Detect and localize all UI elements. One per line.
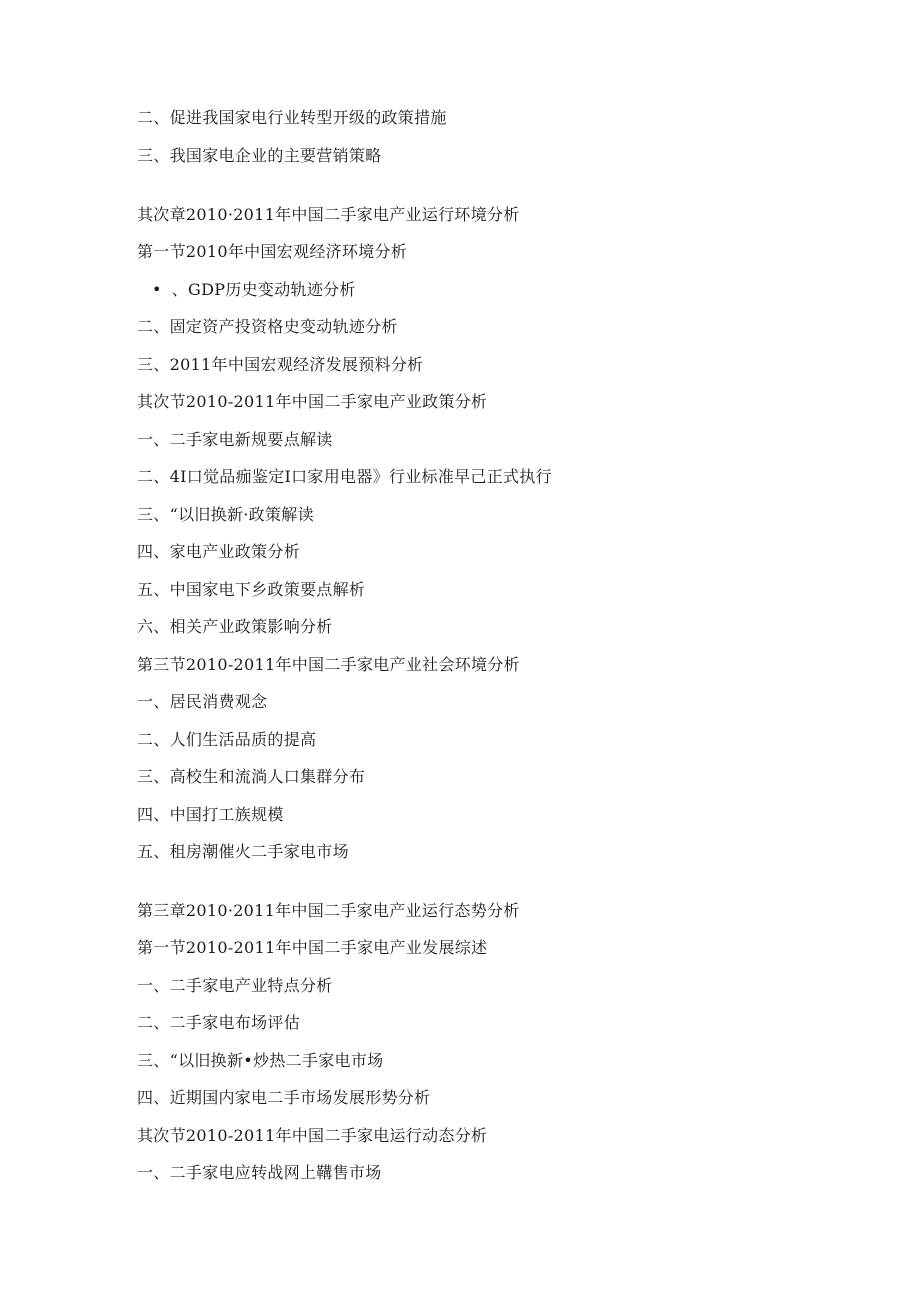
toc-line: 二、固定资产投资格史变动轨迹分析 [137,317,398,336]
toc-line: 一、二手家电产业特点分析 [137,976,333,995]
section-heading: 第三节2010-2011年中国二手家电产业社会环境分析 [137,655,520,674]
toc-line: 四、中国打工族规模 [137,805,284,824]
section-heading: 其次节2010-2011年中国二手家电产业政策分析 [137,392,488,411]
section-heading: 第一节2010-2011年中国二手家电产业发展综述 [137,938,488,957]
toc-line: 一、二手家电应转战网上鞲售市场 [137,1163,382,1182]
section-heading: 第一节2010年中国宏观经济环境分析 [137,242,408,261]
toc-line: 二、促进我国家电行业转型开级的政策措施 [137,108,447,127]
toc-line-text: 、GDP历史变动轨迹分析 [171,280,356,299]
toc-line: 二、二手家电布场评估 [137,1013,301,1032]
toc-line: 三、2011年中国宏观经济发展预料分析 [137,355,424,374]
toc-line: 一、居民消费观念 [137,692,268,711]
toc-line: 三、我国家电企业的主要营销策略 [137,146,382,165]
chapter-heading: 其次章2010·2011年中国二手家电产业运行环境分析 [137,205,520,224]
toc-line: 三、“以旧换新•炒热二手家电市场 [137,1051,384,1070]
toc-line: 三、高校生和流淌人口集群分布 [137,767,366,786]
bullet-icon: • [152,280,162,299]
toc-line: 三、“以旧换新·政策解读 [137,505,314,524]
toc-bullet-line [152,280,356,300]
toc-line: 二、人们生活品质的提高 [137,730,317,749]
toc-line: 四、家电产业政策分析 [137,542,301,561]
toc-line: 一、二手家电新规要点解读 [137,430,333,449]
toc-line: 五、中国家电下乡政策要点解析 [137,580,366,599]
toc-line: 六、相关产业政策影响分析 [137,617,333,636]
toc-line: 五、租房潮催火二手家电市场 [137,842,349,861]
toc-line: 二、4I口觉品痂鉴定I口家用电器》行业标准早己正式执行 [137,467,552,486]
section-heading: 其次节2010-2011年中国二手家电运行动态分析 [137,1126,488,1145]
chapter-heading: 第三章2010·2011年中国二手家电产业运行态势分析 [137,901,520,920]
toc-line: 四、近期国内家电二手市场发展形势分析 [137,1088,431,1107]
